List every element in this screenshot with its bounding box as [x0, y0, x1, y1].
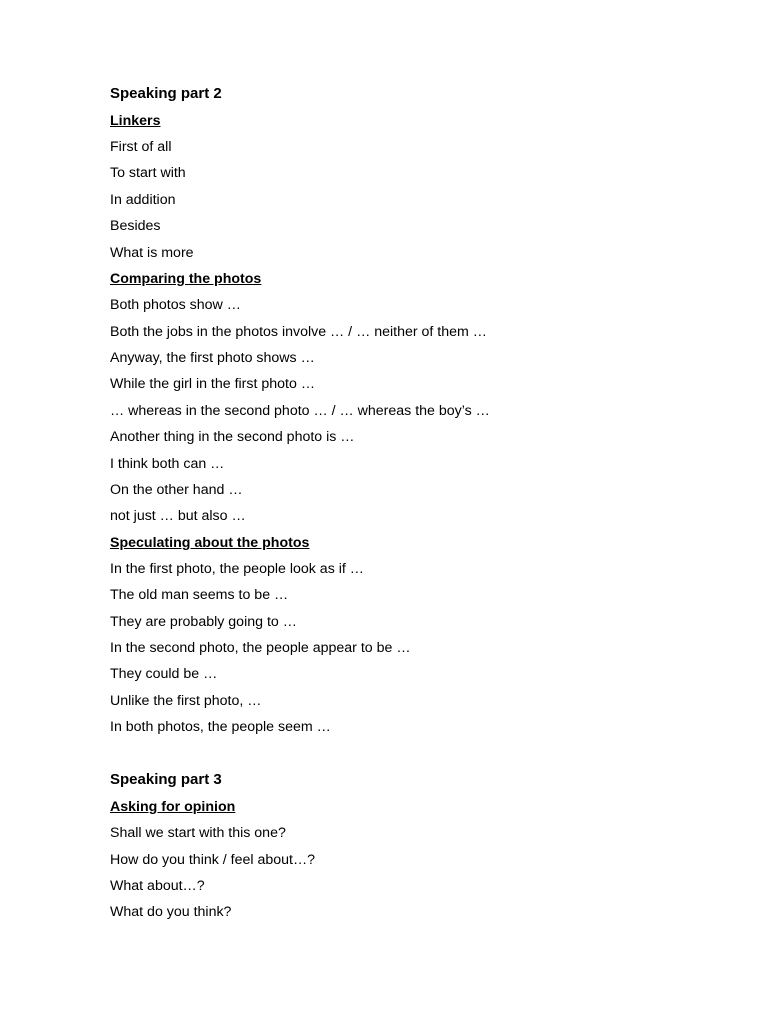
list-item: To start with [110, 165, 186, 181]
list-item: Both photos show … [110, 297, 241, 313]
list-item: They could be … [110, 666, 218, 682]
list-item: While the girl in the first photo … [110, 376, 316, 392]
list-item: Anyway, the first photo shows … [110, 350, 315, 366]
list-item: Besides [110, 218, 161, 234]
list-item: Unlike the first photo, … [110, 693, 262, 709]
section-title-speaking-part-2: Speaking part 2 [110, 85, 222, 102]
subheading-asking-opinion: Asking for opinion [110, 799, 236, 815]
list-item: They are probably going to … [110, 614, 297, 630]
section-title-speaking-part-3: Speaking part 3 [110, 771, 222, 788]
list-item: … whereas in the second photo … / … whereas the boy’s … [110, 403, 490, 419]
list-item: I think both can … [110, 456, 225, 472]
list-item: In addition [110, 192, 176, 208]
list-item: How do you think / feel about…? [110, 852, 316, 868]
list-item: What do you think? [110, 904, 232, 920]
subheading-linkers: Linkers [110, 113, 161, 129]
list-item: Both the jobs in the photos involve … / … neither of them … [110, 324, 487, 340]
list-item: Shall we start with this one? [110, 825, 286, 841]
list-item: On the other hand … [110, 482, 243, 498]
subheading-comparing-photos: Comparing the photos [110, 271, 262, 287]
subheading-speculating-photos: Speculating about the photos [110, 535, 310, 551]
list-item: In the first photo, the people look as if … [110, 561, 364, 577]
list-item: First of all [110, 139, 172, 155]
list-item: not just … but also … [110, 508, 246, 524]
list-item: In the second photo, the people appear to be … [110, 640, 411, 656]
list-item: What about…? [110, 878, 205, 894]
list-item: In both photos, the people seem … [110, 719, 331, 735]
list-item: What is more [110, 245, 194, 261]
list-item: The old man seems to be … [110, 587, 289, 603]
list-item: Another thing in the second photo is … [110, 429, 355, 445]
